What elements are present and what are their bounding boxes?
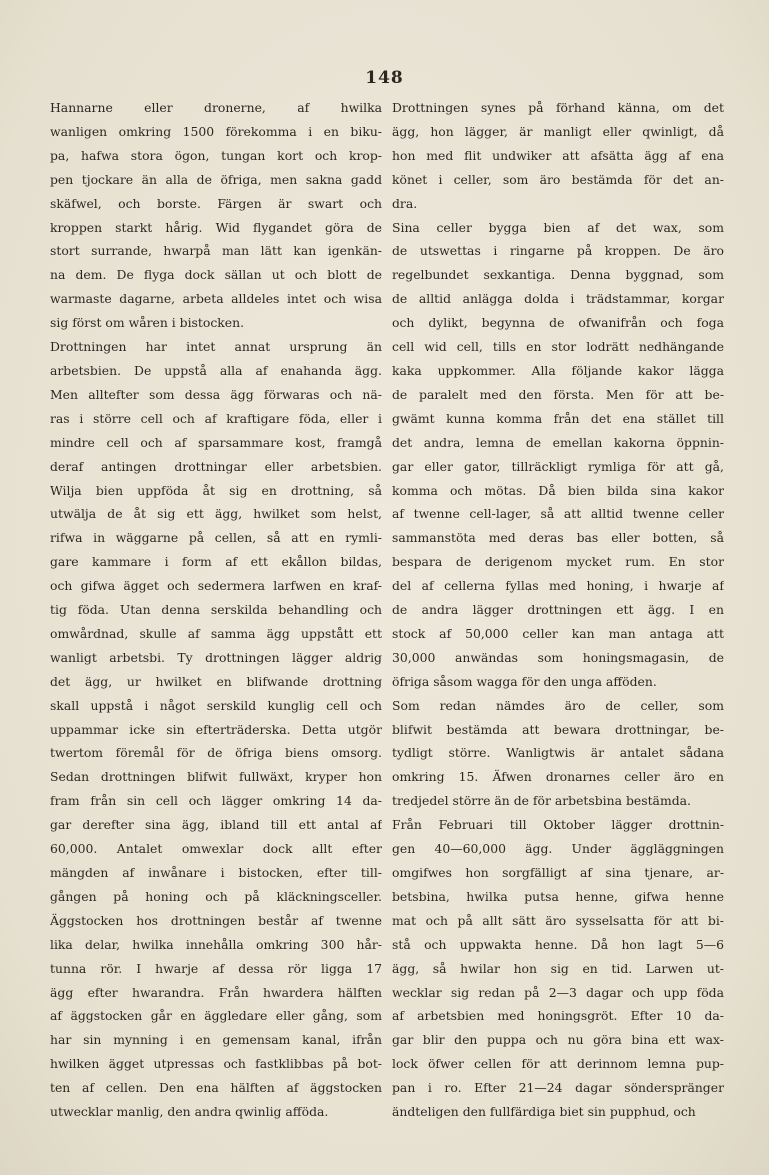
text-line: dra. [392,195,418,211]
page-number: 148 [365,68,404,88]
text-line: de alltid anlägga dolda i trädstammar, korgar [392,291,724,307]
text-line: wanligen omkring 1500 förekomma i en biku- [50,123,382,139]
text-line: fram från sin cell och lägger omkring 14 da- [50,793,382,809]
text-line: Drottningen har intet annat ursprung än [50,339,382,355]
text-line: pen tjockare än alla de öfriga, men sakna gadd [50,171,382,187]
text-line: det andra, lemna de emellan kakorna öppnin- [392,434,724,450]
text-line: 60,000. Antalet omwexlar dock allt efter [50,841,382,857]
text-line: utwälja de åt sig ett ägg, hwilket som helst, [50,506,382,522]
text-line: omwårdnad, skulle af samma ägg uppstått ett [50,625,382,641]
text-line: och gifwa ägget och sedermera larfwen en kraf- [50,578,382,594]
text-line: Äggstocken hos drottningen består af twenne [50,912,382,928]
text-line: ägg efter hwarandra. Från hwardera hälften [50,984,382,1000]
text-line: de andra lägger drottningen ett ägg. I en [392,602,724,618]
left-column [50,96,382,1124]
right-column [392,96,724,1124]
text-line: tig föda. Utan denna serskilda behandling och [50,602,382,618]
text-line: de utswettas i ringarne på kroppen. De äro [392,243,724,259]
text-line: Sedan drottningen blifwit fullwäxt, kryper hon [50,769,382,785]
text-line: cell wid cell, tills en stor lodrätt nedhängande [392,339,724,355]
text-line: pan i ro. Efter 21—24 dagar sönderspränger [392,1080,724,1096]
text-line: hon med flit undwiker att afsätta ägg af ena [392,147,724,163]
text-line: ras i större cell och af kraftigare föda, eller i [50,410,382,426]
text-line: mindre cell och af sparsammare kost, framgå [50,434,382,450]
text-line: del af cellerna fyllas med honing, i hwarje af [392,578,724,594]
text-line: twertom föremål för de öfriga biens omsorg. [50,745,382,761]
text-line: skall uppstå i något serskild kunglig cell och [50,697,382,713]
text-line: na dem. De flyga dock sällan ut och blott de [50,267,382,283]
text-line: wanligt arbetsbi. Ty drottningen lägger aldrig [50,649,382,665]
text-line: tredjedel större än de för arbetsbina bestämda. [392,793,691,809]
text-line: Sina celler bygga bien af det wax, som [392,219,724,235]
text-line: ägg, hon lägger, är manligt eller qwinligt, då [392,123,724,139]
text-line: Drottningen synes på förhand känna, om det [392,100,724,115]
text-line: rifwa in wäggarne på cellen, så att en rymli- [50,530,382,546]
text-line: de paralelt med den första. Men för att be- [392,386,724,402]
text-line: utwecklar manlig, den andra qwinlig afföda. [50,1104,329,1120]
text-line: Men alltefter som dessa ägg förwaras och nä- [50,386,382,402]
text-line: ten af cellen. Den ena hälften af äggstocken [50,1080,382,1096]
text-line: hwilken ägget utpressas och fastklibbas på bot- [50,1056,382,1072]
text-line: gwämt kunna komma från det ena stället till [392,410,724,426]
text-line: gar blir den puppa och nu göra bina ett wax- [392,1032,724,1048]
text-line: ägg, så hwilar hon sig en tid. Larwen ut- [392,960,724,976]
text-line: wecklar sig redan på 2—3 dagar och upp föda [392,984,724,1000]
text-line: af twenne cell-lager, så att alltid twenne celler [392,506,724,522]
text-line: kaka uppkommer. Alla följande kakor lägga [392,362,724,378]
text-line: gare kammare i form af ett ekållon bildas, [50,554,382,570]
text-line: gar eller gator, tillräckligt rymliga för att gå, [392,458,724,474]
text-line: sammanstöta med deras bas eller botten, så [392,530,724,546]
text-line: skäfwel, och borste. Färgen är swart och [50,195,382,211]
text-line: bespara de derigenom mycket rum. En stor [392,554,724,570]
text-line: blifwit bestämda att bewara drottningar, be- [392,721,724,737]
text-line: mat och på allt sätt äro sysselsatta för att bi- [392,912,724,928]
text-line: och dylikt, begynna de ofwanifrån och foga [392,315,724,331]
text-line: af äggstocken går en äggledare eller gång, som [50,1008,382,1024]
text-line: komma och mötas. Då bien bilda sina kakor [392,482,724,498]
text-line: kroppen starkt hårig. Wid flygandet göra de [50,219,382,235]
text-line: regelbundet sexkantiga. Denna byggnad, som [392,267,724,283]
text-line: 30,000 anwändas som honingsmagasin, de [392,649,724,665]
text-line: Hannarne eller dronerne, af hwilka [50,100,382,115]
text-line: betsbina, hwilka putsa henne, gifwa henne [392,888,724,904]
text-line: omkring 15. Äfwen dronarnes celler äro en [392,769,724,785]
text-line: stort surrande, hwarpå man lätt kan igenkän- [50,243,382,259]
text-line: öfriga såsom wagga för den unga afföden. [392,673,657,689]
text-line: stå och uppwakta henne. Då hon lagt 5—6 [392,936,724,952]
text-line: gar derefter sina ägg, ibland till ett antal af [50,817,382,833]
text-line: Wilja bien uppföda åt sig en drottning, så [50,482,382,498]
text-line: har sin mynning i en gemensam kanal, ifrån [50,1032,382,1048]
text-line: tydligt större. Wanligtwis är antalet sådana [392,745,724,761]
text-line: ändteligen den fullfärdiga biet sin pupphud, och [392,1104,696,1120]
text-line: könet i celler, som äro bestämda för det an- [392,171,724,187]
text-line: gen 40—60,000 ägg. Under äggläggningen [392,841,724,857]
text-line: gången på honing och på kläckningsceller. [50,888,382,904]
text-line: arbetsbien. De uppstå alla af enahanda ägg. [50,362,382,378]
text-line: sig först om wåren i bistocken. [50,315,245,331]
text-line: warmaste dagarne, arbeta alldeles intet och wisa [50,291,382,307]
text-line: lock öfwer cellen för att derinnom lemna pup- [392,1056,724,1072]
text-line: uppammar icke sin efterträderska. Detta utgör [50,721,382,737]
text-line: lika delar, hwilka innehålla omkring 300 hår- [50,936,382,952]
text-line: Som redan nämdes äro de celler, som [392,697,724,713]
text-line: omgifwes hon sorgfälligt af sina tjenare, ar- [392,865,724,880]
text-line: stock af 50,000 celler kan man antaga att [392,625,724,641]
text-line: det ägg, ur hwilket en blifwande drottning [50,673,382,689]
text-line: tunna rör. I hwarje af dessa rör ligga 17 [50,960,382,976]
text-line: deraf antingen drottningar eller arbetsbien. [50,458,382,474]
text-line: pa, hafwa stora ögon, tungan kort och krop- [50,147,382,163]
text-line: Från Februari till Oktober lägger drottnin- [392,817,724,833]
text-line: af arbetsbien med honingsgröt. Efter 10 da- [392,1008,724,1024]
text-line: mängden af inwånare i bistocken, efter till- [50,865,382,880]
